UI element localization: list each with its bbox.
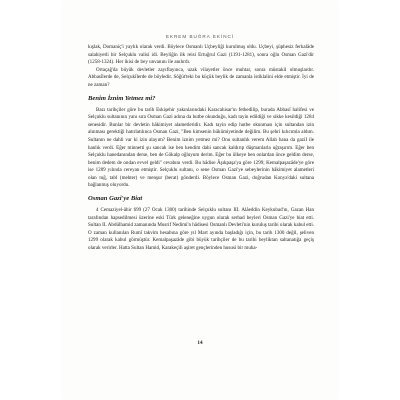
paragraph: Ortaçağ'da büyük devletler zayıflayınca, uzak vilayetler önce muhtar, sonra müstakil olmuşlardır. Abbasîlerde de, Selçukîlerde de böyledir. Söğüt'teki bu küçük beylik de zamanla istiklalini elde etmiştir. İyi de ne zaman? <box>88 66 314 88</box>
section-intro <box>88 44 314 89</box>
running-head: EKREM BUĞRA EKİNCİ <box>165 34 235 39</box>
paragraph: 4 Cemaziyel-âhir 699 (27 Ocak 1300) tarihinde Selçuklu sultanı III. Alâeddin Keykubad'ın, Gazan Han tarafından hapsedilmesi üzerine eski Türk geleneğine uygun olarak serhad beyleri Osman Gazi'ye biat etti. Sultan II. Abdülhamid zamanında Musrif Nedimi'n hâdisesi Osmanlı Devleti'nin kuruluş tarihi olarak kabul etti. O zaman kullanılan Rumî takvim hesabına göre yıl Mart ayında başladığı için, bu tarih 1300 değil, şeliven 1299 olarak kabul görmüştür. Kemalpaşazâde gibi büyük tarihçiler de bu tarihi beyliktan saltanatığa geçiş olarak verirler. Hatta Sultan Hamid, Karakeçili aşiret gençlerinden hususi bir muha- <box>88 207 314 252</box>
page-body <box>88 44 314 253</box>
section-heading: Osman Gazi'ye Biat <box>88 195 143 203</box>
section-heading: Benim İznim Yetmez mi? <box>88 94 156 102</box>
paragraph: Bazı tarihçiler göre bu tarih Eskişehir yakınlarındaki Karacahisar'ın fethedilip, burada Abbasî halifesi ve Selçuklu sultanının yanı sıra Osman Gazi adına da hutbe okunduğu, kadı tayin edildiği ve sikke kesildiği 1284 senesidir. Bunlar bir devletin hâkimiyet alametleridir. Kadı tayin edip hutbe okunması için sultandan izin alınması gerektiği hatırlatılınca Osman Gazi, "Ben kimsenin hükümiyetinde değilim. Bu şehri kılıcımla aldım. Sultanın ne dahli var ki izin alayım? Benim iznim yetmez mi? Onu sultanlık verem Allah bana da gaziI ile hanlık verdi. Eğer minnetti şu sancak ise ben kendim dahi sancak kaldırıp düşmanlarla uğraşırım. Eğer ben Selçuklu hanedanından derse, ben de Gökalp oğluyum derim. Eğer bu ülkeye ben onlardan önce geldim derse, benim dedem de ondan evvel geldi" cevabını verdi. Bu hâdise Âşıkpaşa'ya göre 1299; Kemalpaşazâde'ye göre ise 1289 yılında cereyan etmiştir. Selçuklu sultanı, o sene Osman Gazi'ye sebeylerinin hâkimiyet alametleri olan tuğ, tabl (mehter) ve menşur (berat) gönderdi. Böylece Osman Gazi, doğrudan Konya'daki sultana bağlanmış oluyordu. <box>88 106 314 189</box>
book-page <box>62 0 338 400</box>
section-benim-iznim <box>88 95 314 190</box>
page-number: 14 <box>197 340 203 346</box>
section-osman-gaziye-biat <box>88 195 314 252</box>
paragraph: kışlak, Domaniç'i yaylık olarak verdi. Böylece Osmanlı Uçbeyliği kurulmuş oldu. Uçbeyi, şüphesiz ferkalâde salahiyetli bir Selçuklu valisi idi. Beyliğin ilk reisi Ertuğrul Gazi (1191-1281), sonra oğlu Osman Gazi'dir (1258-1324). Her ikisi de bey unvanını ile anılırdı. <box>88 44 314 66</box>
